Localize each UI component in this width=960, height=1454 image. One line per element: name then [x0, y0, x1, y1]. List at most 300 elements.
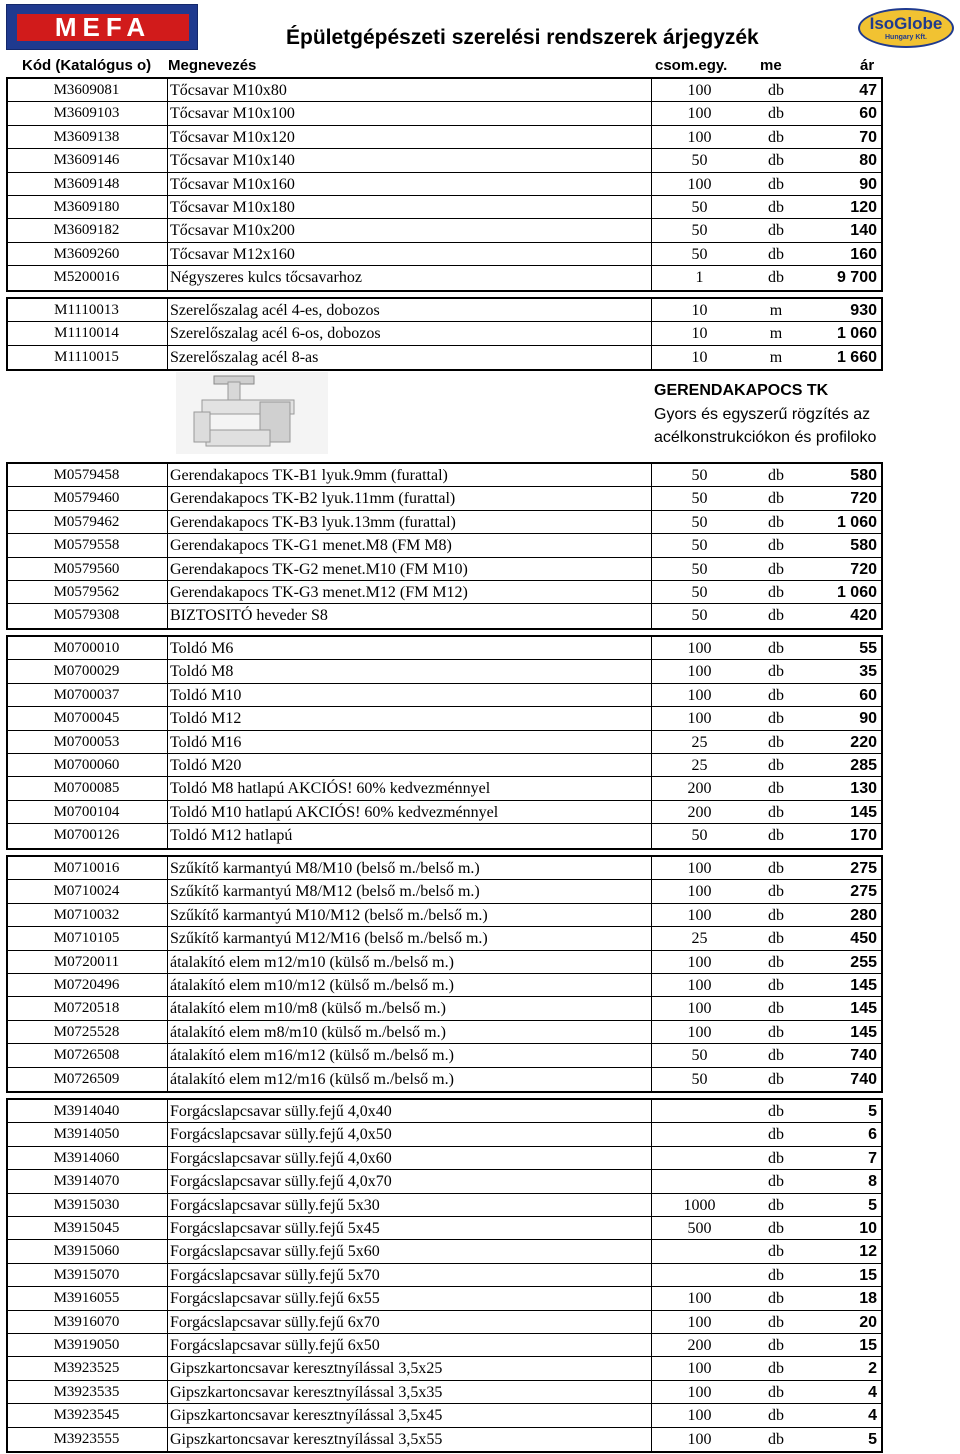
cell-unit: db: [768, 1126, 784, 1144]
cell-code: M0579558: [53, 537, 120, 554]
cell-pack: 50: [651, 487, 747, 509]
cell-unit: db: [768, 1360, 784, 1378]
cell-unit: db: [768, 1407, 784, 1425]
cell-code: M3915060: [53, 1243, 120, 1260]
cell-price: 60: [859, 686, 877, 704]
cell-code: M0720518: [53, 1000, 120, 1017]
cell-price: 275: [850, 883, 877, 901]
cell-pack: 1: [651, 266, 747, 289]
cell-code: M3609182: [53, 222, 120, 239]
cell-pack: 50: [651, 581, 747, 603]
cell-name: átalakító elem m12/m16 (külső m./belső m.): [167, 1068, 651, 1091]
table-row: [8, 660, 881, 683]
table-row: [8, 149, 881, 172]
cell-price: 7: [868, 1149, 877, 1167]
cell-price: 5: [868, 1196, 877, 1214]
isoglobe-logo-sub: Hungary Kft.: [885, 34, 927, 41]
cell-code: M0725528: [53, 1023, 120, 1040]
cell-pack: 500: [651, 1217, 747, 1239]
header-pack: csom.egy.: [655, 57, 728, 74]
cell-name: Tőcsavar M10x200: [167, 219, 651, 241]
cell-name: Tőcsavar M12x160: [167, 243, 651, 265]
cell-pack: 100: [651, 1311, 747, 1333]
cell-name: Tőcsavar M10x120: [167, 126, 651, 148]
cell-code: M0700126: [53, 827, 120, 844]
cell-pack: 50: [651, 534, 747, 556]
isoglobe-logo-main: IsoGlobe: [869, 14, 943, 33]
cell-code: M3914040: [53, 1103, 120, 1119]
cell-pack: 10: [651, 322, 747, 344]
cell-unit: db: [768, 199, 784, 216]
cell-name: Forgácslapcsavar sülly.fejű 5x45: [167, 1217, 651, 1239]
cell-price: 420: [850, 607, 877, 625]
cell-pack: 100: [651, 173, 747, 195]
cell-pack: 10: [651, 299, 747, 321]
cell-price: 1 060: [836, 325, 877, 343]
table-row: [8, 1068, 881, 1091]
cell-price: 275: [850, 860, 877, 877]
cell-unit: db: [768, 1243, 784, 1261]
cell-pack: 200: [651, 801, 747, 823]
cell-unit: db: [768, 1337, 784, 1354]
cell-pack: 50: [651, 1068, 747, 1091]
cell-unit: db: [768, 1220, 784, 1237]
cell-unit: db: [768, 1196, 784, 1214]
cell-name: Toldó M16: [167, 731, 651, 753]
cell-code: M3914050: [53, 1126, 120, 1143]
cell-code: M3609146: [53, 152, 120, 169]
cell-code: M3609180: [53, 199, 120, 215]
cell-code: M0700045: [53, 710, 120, 727]
cell-code: M3916070: [53, 1313, 120, 1330]
cell-price: 285: [850, 757, 877, 774]
cell-unit: db: [768, 930, 784, 948]
cell-pack: 100: [651, 857, 747, 879]
table-row: [8, 754, 881, 777]
cell-pack: 50: [651, 464, 747, 486]
cell-price: 145: [850, 1000, 877, 1018]
table-row: [8, 801, 881, 824]
cell-name: Toldó M12: [167, 707, 651, 729]
cell-pack: 50: [651, 1044, 747, 1066]
price-table: [6, 77, 883, 292]
table-row: [8, 1147, 881, 1170]
table-row: [8, 857, 881, 880]
cell-code: M0579460: [53, 490, 120, 507]
cell-price: 450: [850, 930, 877, 948]
mefa-logo-text: MEFA: [54, 12, 152, 42]
cell-unit: db: [768, 827, 784, 845]
cell-price: 580: [850, 537, 877, 555]
cell-name: átalakító elem m10/m12 (külső m./belső m.): [167, 974, 651, 996]
table-row: [8, 1334, 881, 1357]
table-row: [8, 1217, 881, 1240]
table-row: [8, 79, 881, 102]
cell-unit: db: [768, 860, 784, 877]
cell-pack: 100: [651, 79, 747, 101]
cell-pack: 50: [651, 511, 747, 533]
cell-code: M0579562: [53, 584, 120, 600]
cell-unit: db: [768, 1023, 784, 1041]
cell-price: 90: [859, 710, 877, 728]
cell-price: 6: [868, 1126, 877, 1144]
table-row: [8, 558, 881, 581]
cell-code: M0700029: [53, 663, 120, 680]
cell-name: Gipszkartoncsavar keresztnyílással 3,5x45: [167, 1404, 651, 1426]
cell-code: M5200016: [53, 269, 120, 286]
cell-name: Szerelőszalag acél 4-es, dobozos: [167, 299, 651, 321]
isoglobe-logo: [856, 4, 956, 50]
cell-name: Gerendakapocs TK-G3 menet.M12 (FM M12): [167, 581, 651, 603]
table-row: [8, 1264, 881, 1287]
cell-pack: [651, 1123, 747, 1145]
cell-unit: db: [768, 977, 784, 994]
cell-code: M3919050: [53, 1337, 120, 1353]
cell-unit: db: [768, 513, 784, 531]
cell-name: Forgácslapcsavar sülly.fejű 6x70: [167, 1311, 651, 1333]
cell-price: 140: [850, 222, 877, 240]
cell-name: Tőcsavar M10x140: [167, 149, 651, 171]
cell-name: Toldó M10 hatlapú AKCIÓS! 60% kedvezménnyel: [167, 801, 651, 823]
cell-price: 4: [868, 1383, 877, 1401]
table-row: [8, 1428, 881, 1451]
cell-code: M0700053: [53, 733, 120, 750]
cell-unit: db: [768, 1173, 784, 1191]
cell-pack: [651, 1264, 747, 1286]
cell-unit: m: [769, 348, 783, 366]
cell-name: Gerendakapocs TK-G1 menet.M8 (FM M8): [167, 534, 651, 556]
cell-pack: 50: [651, 196, 747, 218]
cell-code: M3923535: [53, 1383, 120, 1400]
cell-code: M1110015: [54, 348, 119, 365]
cell-name: Tőcsavar M10x160: [167, 173, 651, 195]
cell-price: 35: [859, 663, 877, 681]
cell-code: M0710105: [53, 930, 120, 947]
cell-code: M0700060: [53, 757, 120, 773]
cell-price: 4: [868, 1407, 877, 1425]
cell-pack: 50: [651, 558, 747, 580]
cell-code: M3915045: [53, 1220, 120, 1236]
table-row: [8, 266, 881, 289]
cell-code: M3914060: [53, 1149, 120, 1166]
cell-name: Szerelőszalag acél 6-os, dobozos: [167, 322, 651, 344]
gerendakapocs-desc-line1: Gyors és egyszerű rögzítés az: [654, 406, 871, 423]
cell-pack: [651, 1170, 747, 1192]
table-row: [8, 511, 881, 534]
cell-name: Forgácslapcsavar sülly.fejű 6x55: [167, 1287, 651, 1309]
cell-price: 1 060: [836, 513, 877, 531]
cell-pack: 100: [651, 974, 747, 996]
cell-unit: db: [768, 1430, 784, 1448]
cell-unit: m: [769, 325, 783, 343]
cell-unit: db: [768, 537, 784, 555]
cell-code: M0726508: [53, 1047, 120, 1064]
cell-price: 580: [850, 467, 877, 484]
cell-name: Szűkítő karmantyú M8/M12 (belső m./belső m.): [167, 880, 651, 902]
cell-pack: 100: [651, 1021, 747, 1043]
cell-code: M0700037: [53, 686, 120, 703]
cell-price: 5: [868, 1430, 877, 1448]
table-row: [8, 243, 881, 266]
cell-name: Toldó M20: [167, 754, 651, 776]
cell-unit: db: [768, 490, 784, 508]
cell-pack: 50: [651, 604, 747, 627]
cell-unit: db: [768, 560, 784, 578]
table-row: [8, 1240, 881, 1263]
cell-code: M3609148: [53, 175, 120, 192]
cell-name: Forgácslapcsavar sülly.fejű 4,0x40: [167, 1100, 651, 1122]
cell-unit: db: [768, 1290, 784, 1308]
cell-price: 280: [850, 906, 877, 924]
cell-name: Forgácslapcsavar sülly.fejű 6x50: [167, 1334, 651, 1356]
table-row: [8, 1194, 881, 1217]
cell-pack: 100: [651, 660, 747, 682]
cell-name: Tőcsavar M10x80: [167, 79, 651, 101]
cell-price: 70: [859, 128, 877, 146]
cell-pack: 100: [651, 1404, 747, 1426]
cell-pack: 25: [651, 754, 747, 776]
cell-name: átalakító elem m16/m12 (külső m./belső m.): [167, 1044, 651, 1066]
table-row: [8, 1357, 881, 1380]
cell-code: M0720011: [53, 953, 120, 970]
cell-name: Szűkítő karmantyú M10/M12 (belső m./belső m.): [167, 904, 651, 926]
mefa-logo: [6, 4, 198, 50]
cell-pack: 200: [651, 1334, 747, 1356]
cell-name: Gerendakapocs TK-G2 menet.M10 (FM M10): [167, 558, 651, 580]
header-price: ár: [860, 57, 875, 74]
cell-code: M0579462: [53, 513, 120, 530]
cell-pack: 100: [651, 126, 747, 148]
table-row: [8, 581, 881, 604]
cell-unit: db: [768, 105, 784, 123]
beam-clamp-image: [176, 372, 328, 454]
cell-name: Forgácslapcsavar sülly.fejű 5x70: [167, 1264, 651, 1286]
cell-code: M0579308: [53, 607, 120, 624]
cell-unit: db: [768, 1149, 784, 1167]
cell-price: 720: [850, 490, 877, 508]
cell-unit: db: [768, 906, 784, 924]
table-row: [8, 904, 881, 927]
cell-pack: [651, 1240, 747, 1262]
cell-price: 80: [859, 152, 877, 170]
table-row: [8, 1287, 881, 1310]
cell-price: 145: [850, 977, 877, 994]
cell-code: M0579560: [53, 560, 120, 577]
cell-name: Gipszkartoncsavar keresztnyílással 3,5x25: [167, 1357, 651, 1379]
table-row: [8, 824, 881, 847]
cell-price: 740: [850, 1070, 877, 1088]
cell-price: 9 700: [836, 269, 877, 287]
header-name: Megnevezés: [168, 57, 257, 74]
cell-price: 1 060: [836, 584, 877, 601]
cell-pack: 100: [651, 1287, 747, 1309]
table-row: [8, 1311, 881, 1334]
cell-name: átalakító elem m12/m10 (külső m./belső m.): [167, 951, 651, 973]
cell-pack: 100: [651, 684, 747, 706]
table-row: [8, 1021, 881, 1044]
price-table: [6, 462, 883, 630]
cell-price: 145: [850, 1023, 877, 1041]
cell-code: M3923555: [53, 1430, 120, 1447]
cell-name: Gerendakapocs TK-B2 lyuk.11mm (furattal): [167, 487, 651, 509]
cell-code: M0700085: [53, 780, 120, 797]
table-row: [8, 1123, 881, 1146]
cell-unit: db: [768, 757, 784, 774]
cell-pack: 100: [651, 707, 747, 729]
table-row: [8, 173, 881, 196]
cell-name: Forgácslapcsavar sülly.fejű 5x30: [167, 1194, 651, 1216]
cell-code: M0710024: [53, 883, 120, 900]
table-row: [8, 880, 881, 903]
cell-unit: db: [768, 780, 784, 798]
cell-code: M0579458: [53, 467, 120, 483]
table-row: [8, 1100, 881, 1123]
cell-code: M3923525: [53, 1360, 120, 1377]
cell-code: M3915030: [53, 1196, 120, 1213]
cell-name: Toldó M6: [167, 637, 651, 659]
cell-price: 12: [859, 1243, 877, 1261]
cell-code: M3609260: [53, 245, 120, 262]
table-row: [8, 1044, 881, 1067]
cell-name: Forgácslapcsavar sülly.fejű 4,0x60: [167, 1147, 651, 1169]
cell-code: M0720496: [53, 977, 120, 993]
cell-pack: 50: [651, 243, 747, 265]
cell-unit: db: [768, 1103, 784, 1120]
header-code: Kód (Katalógus o): [22, 57, 152, 74]
price-table: [6, 1098, 883, 1453]
page-title: Épületgépészeti szerelési rendszerek árjegyzék: [286, 26, 759, 49]
cell-name: Toldó M12 hatlapú: [167, 824, 651, 847]
cell-pack: 50: [651, 824, 747, 847]
table-row: [8, 322, 881, 345]
cell-unit: db: [768, 128, 784, 146]
cell-price: 1 660: [836, 348, 877, 366]
table-row: [8, 951, 881, 974]
table-row: [8, 487, 881, 510]
cell-unit: db: [768, 222, 784, 240]
cell-name: Szűkítő karmantyú M12/M16 (belső m./belső m.): [167, 927, 651, 949]
cell-pack: 100: [651, 880, 747, 902]
cell-price: 47: [859, 82, 877, 99]
table-row: [8, 219, 881, 242]
cell-code: M1110013: [54, 302, 119, 318]
cell-name: Négyszeres kulcs tőcsavarhoz: [167, 266, 651, 289]
cell-pack: 50: [651, 219, 747, 241]
cell-price: 15: [859, 1266, 877, 1284]
cell-unit: db: [768, 733, 784, 751]
table-row: [8, 196, 881, 219]
table-row: [8, 102, 881, 125]
table-row: [8, 707, 881, 730]
cell-unit: db: [768, 82, 784, 99]
cell-pack: 50: [651, 149, 747, 171]
cell-unit: db: [768, 584, 784, 601]
cell-name: átalakító elem m8/m10 (külső m./belső m.): [167, 1021, 651, 1043]
cell-pack: 100: [651, 1357, 747, 1379]
cell-unit: m: [769, 302, 783, 319]
table-row: [8, 1404, 881, 1427]
cell-name: Gipszkartoncsavar keresztnyílással 3,5x35: [167, 1381, 651, 1403]
cell-code: M3609081: [53, 82, 120, 98]
cell-unit: db: [768, 953, 784, 971]
cell-price: 60: [859, 105, 877, 123]
table-row: [8, 777, 881, 800]
cell-code: M0700104: [53, 803, 120, 820]
cell-unit: db: [768, 1266, 784, 1284]
cell-unit: db: [768, 467, 784, 484]
cell-price: 8: [868, 1173, 877, 1191]
cell-unit: db: [768, 245, 784, 263]
table-row: [8, 684, 881, 707]
cell-price: 10: [859, 1220, 877, 1237]
cell-code: M3914070: [53, 1173, 120, 1190]
cell-price: 170: [850, 827, 877, 845]
cell-name: Gerendakapocs TK-B3 lyuk.13mm (furattal): [167, 511, 651, 533]
cell-price: 2: [868, 1360, 877, 1378]
table-row: [8, 299, 881, 322]
gerendakapocs-desc-line2: acélkonstrukciókon és profiloko: [654, 429, 877, 446]
cell-price: 120: [850, 199, 877, 216]
cell-name: Szűkítő karmantyú M8/M10 (belső m./belső m.): [167, 857, 651, 879]
cell-unit: db: [768, 710, 784, 728]
cell-price: 145: [850, 803, 877, 821]
cell-price: 160: [850, 245, 877, 263]
table-row: [8, 464, 881, 487]
cell-price: 930: [850, 302, 877, 319]
cell-unit: db: [768, 1313, 784, 1331]
cell-pack: 100: [651, 951, 747, 973]
cell-unit: db: [768, 1070, 784, 1088]
cell-code: M3916055: [53, 1290, 120, 1307]
cell-unit: db: [768, 640, 784, 657]
cell-unit: db: [768, 175, 784, 193]
cell-price: 55: [859, 640, 877, 657]
cell-code: M0700010: [53, 640, 120, 656]
header-unit: me: [760, 57, 782, 74]
table-row: [8, 637, 881, 660]
cell-pack: 25: [651, 731, 747, 753]
cell-code: M3915070: [53, 1266, 120, 1283]
cell-code: M3923545: [53, 1407, 120, 1424]
cell-price: 220: [850, 733, 877, 751]
cell-code: M1110014: [54, 325, 119, 342]
cell-pack: 100: [651, 1428, 747, 1451]
cell-unit: db: [768, 803, 784, 821]
cell-pack: [651, 1100, 747, 1122]
cell-price: 130: [850, 780, 877, 798]
cell-pack: 100: [651, 1381, 747, 1403]
cell-unit: db: [768, 1047, 784, 1065]
cell-name: Forgácslapcsavar sülly.fejű 5x60: [167, 1240, 651, 1262]
cell-name: Toldó M8 hatlapú AKCIÓS! 60% kedvezménnyel: [167, 777, 651, 799]
cell-price: 5: [868, 1103, 877, 1120]
cell-pack: 10: [651, 346, 747, 369]
cell-code: M0710032: [53, 906, 120, 923]
table-row: [8, 604, 881, 627]
cell-unit: db: [768, 607, 784, 625]
cell-unit: db: [768, 269, 784, 287]
table-row: [8, 126, 881, 149]
cell-pack: 100: [651, 102, 747, 124]
cell-pack: [651, 1147, 747, 1169]
cell-name: Tőcsavar M10x100: [167, 102, 651, 124]
cell-pack: 100: [651, 637, 747, 659]
gerendakapocs-title: GERENDAKAPOCS TK: [654, 382, 829, 399]
cell-name: Forgácslapcsavar sülly.fejű 4,0x70: [167, 1170, 651, 1192]
cell-name: BIZTOSITÓ heveder S8: [167, 604, 651, 627]
cell-code: M0710016: [53, 860, 120, 876]
cell-pack: 25: [651, 927, 747, 949]
